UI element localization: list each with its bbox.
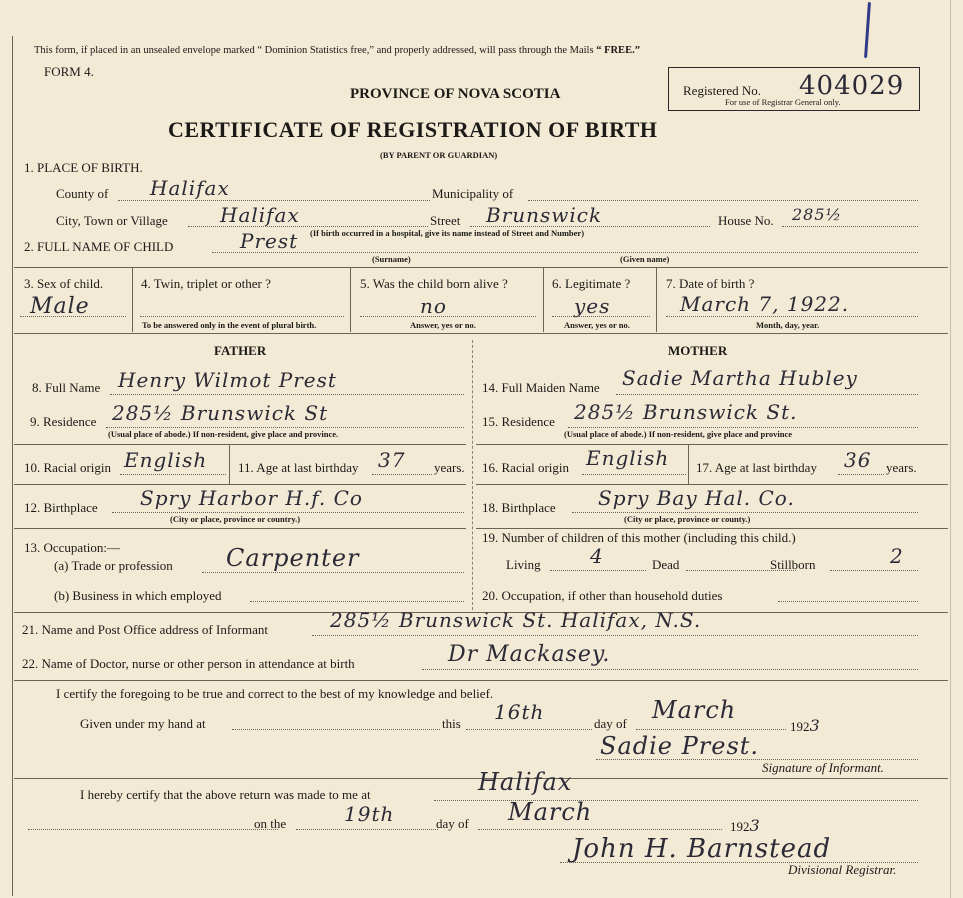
alive-label: 5. Was the child born alive ?	[360, 276, 508, 291]
right-border	[950, 0, 951, 898]
registered-box	[668, 67, 920, 111]
child-surname: Prest	[240, 229, 299, 253]
legitimate-label: 6. Legitimate ?	[552, 276, 631, 291]
given-caption: (Given name)	[620, 254, 670, 264]
father-racial-label: 10. Racial origin	[24, 460, 112, 475]
city-label: City, Town or Village	[56, 213, 168, 228]
left-border	[12, 36, 13, 896]
mother-age-value: 36	[844, 448, 872, 472]
mail-notice: This form, if placed in an unsealed envelope marked “ Dominion Statistics free,” and properly addressed, will pass through the Mails “ FREE.”	[34, 45, 640, 56]
signature-caption: Signature of Informant.	[762, 760, 884, 775]
father-residence-value: 285½ Brunswick St	[112, 401, 329, 425]
registered-label: Registered No.	[683, 83, 761, 98]
province-name: PROVINCE OF NOVA SCOTIA	[350, 86, 561, 102]
registrar-month: March	[508, 798, 593, 826]
occupation-label: 13. Occupation:—	[24, 540, 121, 555]
form-number: FORM 4.	[44, 64, 94, 79]
alive-value: no	[420, 294, 447, 318]
registrar-day: 19th	[344, 802, 395, 826]
mother-birthplace-note: (City or place, province or county.)	[624, 514, 751, 524]
given-label: Given under my hand at	[80, 716, 206, 731]
registrar-caption: Divisional Registrar.	[788, 862, 897, 877]
column-divider	[472, 340, 473, 610]
county-label: County of	[56, 186, 109, 201]
certificate-title: CERTIFICATE OF REGISTRATION OF BIRTH	[168, 117, 658, 142]
day-of-label: day of	[594, 716, 627, 731]
pen-mark	[864, 2, 871, 58]
city-value: Halifax	[220, 203, 300, 227]
street-label: Street	[430, 213, 461, 228]
registered-number: 404029	[799, 71, 905, 101]
house-value: 285½	[792, 205, 843, 224]
certificate-subtitle: (BY PARENT OR GUARDIAN)	[380, 150, 498, 160]
registrar-place: Halifax	[478, 768, 573, 796]
father-heading: FATHER	[214, 343, 267, 358]
father-racial-value: English	[124, 448, 208, 472]
informant-month: March	[652, 696, 737, 724]
stillborn-label: Stillborn	[770, 557, 816, 572]
dob-note: Month, day, year.	[756, 320, 820, 330]
informant-label: 21. Name and Post Office address of Informant	[22, 622, 268, 637]
registrar-signature: John H. Barnstead	[572, 834, 832, 864]
registrar-year: 1923	[730, 816, 761, 835]
sex-label: 3. Sex of child.	[24, 276, 104, 291]
registrar-note: For use of Registrar General only.	[725, 97, 841, 107]
mother-name-value: Sadie Martha Hubley	[622, 366, 858, 390]
father-birthplace-note: (City or place, province or country.)	[170, 514, 301, 524]
father-residence-label: 9. Residence	[30, 414, 97, 429]
county-value: Halifax	[150, 176, 230, 200]
surname-caption: (Surname)	[372, 254, 411, 264]
doctor-value: Dr Mackasey.	[448, 642, 611, 667]
father-years: years.	[434, 460, 465, 475]
municipality-label: Municipality of	[432, 186, 514, 201]
place-of-birth-label: 1. PLACE OF BIRTH.	[24, 160, 143, 175]
twin-note: To be answered only in the event of plural birth.	[142, 320, 317, 330]
registrar-certify: I hereby certify that the above return was made to me at	[80, 787, 371, 802]
this-value: 16th	[494, 700, 545, 724]
living-value: 4	[590, 544, 604, 568]
house-label: House No.	[718, 213, 774, 228]
registrar-day-of: day of	[436, 816, 469, 831]
mother-residence-value: 285½ Brunswick St.	[574, 400, 798, 424]
informant-certify: I certify the foregoing to be true and correct to the best of my knowledge and belief.	[56, 686, 494, 701]
father-residence-note: (Usual place of abode.) If non-resident, give place and province.	[108, 429, 339, 439]
mother-name-label: 14. Full Maiden Name	[482, 380, 600, 395]
mother-residence-note: (Usual place of abode.) If non-resident, give place and province	[564, 429, 793, 439]
father-name-value: Henry Wilmot Prest	[118, 368, 337, 392]
sex-value: Male	[30, 294, 90, 319]
dob-label: 7. Date of birth ?	[666, 276, 755, 291]
father-name-label: 8. Full Name	[32, 380, 101, 395]
mother-years: years.	[886, 460, 917, 475]
dead-label: Dead	[652, 557, 680, 572]
informant-value: 285½ Brunswick St. Halifax, N.S.	[330, 608, 702, 632]
hospital-note: (If birth occurred in a hospital, give its name instead of Street and Number)	[310, 228, 585, 238]
father-birthplace-value: Spry Harbor H.f. Co	[140, 486, 363, 510]
father-age-label: 11. Age at last birthday	[238, 460, 359, 475]
mother-birthplace-value: Spry Bay Hal. Co.	[598, 486, 795, 510]
this-label: this	[442, 716, 461, 731]
mother-residence-label: 15. Residence	[482, 414, 555, 429]
street-value: Brunswick	[486, 203, 603, 227]
living-label: Living	[506, 557, 541, 572]
doctor-label: 22. Name of Doctor, nurse or other person in attendance at birth	[22, 656, 355, 671]
children-label: 19. Number of children of this mother (including this child.)	[482, 530, 796, 545]
mother-heading: MOTHER	[668, 343, 728, 358]
mother-occupation-label: 20. Occupation, if other than household duties	[482, 588, 723, 603]
alive-note: Answer, yes or no.	[410, 320, 476, 330]
mother-racial-value: English	[586, 446, 670, 470]
on-the-label: on the	[254, 816, 287, 831]
mother-age-label: 17. Age at last birthday	[696, 460, 817, 475]
informant-signature: Sadie Prest.	[600, 732, 760, 760]
stillborn-value: 2	[890, 544, 904, 568]
mother-racial-label: 16. Racial origin	[482, 460, 570, 475]
business-label: (b) Business in which employed	[54, 588, 222, 603]
mother-birthplace-label: 18. Birthplace	[482, 500, 556, 515]
trade-value: Carpenter	[226, 544, 360, 572]
father-birthplace-label: 12. Birthplace	[24, 500, 98, 515]
legitimate-value: yes	[574, 294, 611, 318]
father-age-value: 37	[378, 448, 406, 472]
informant-year: 1923	[790, 716, 821, 735]
child-name-label: 2. FULL NAME OF CHILD	[24, 239, 174, 254]
legitimate-note: Answer, yes or no.	[564, 320, 630, 330]
trade-label: (a) Trade or profession	[54, 558, 173, 573]
dob-value: March 7, 1922.	[680, 292, 850, 316]
twin-label: 4. Twin, triplet or other ?	[141, 276, 271, 291]
